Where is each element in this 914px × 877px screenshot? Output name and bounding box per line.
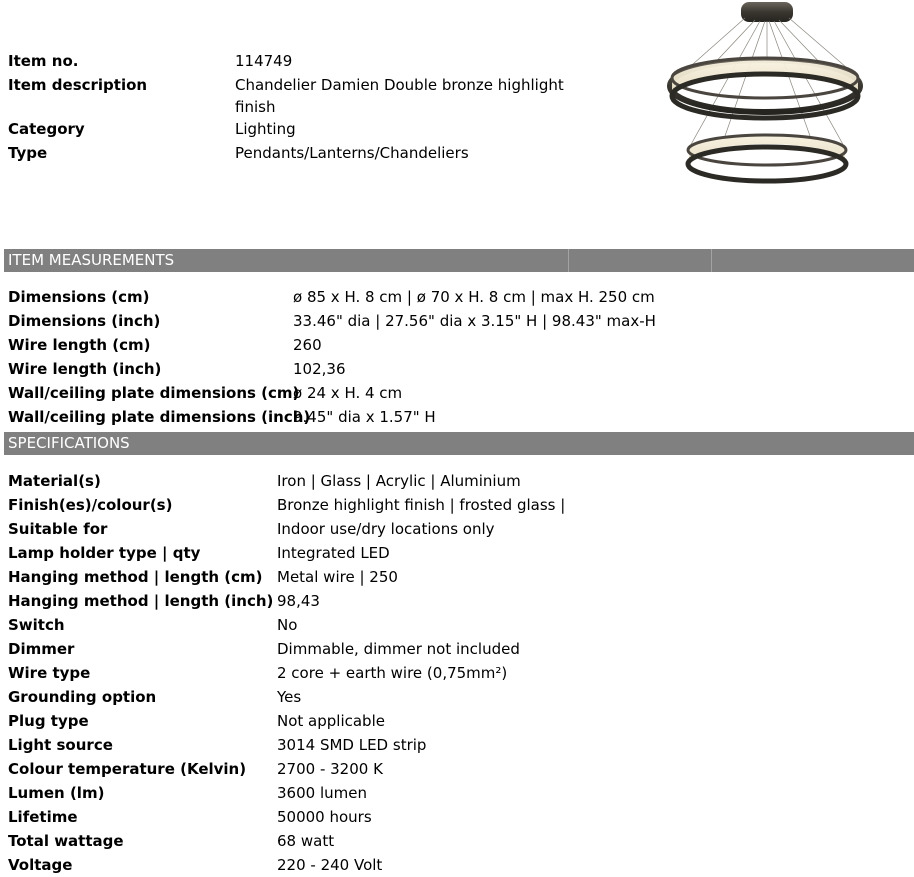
spec-label: Grounding option [8,688,157,706]
type-label: Type [8,144,48,162]
spec-label: Dimmer [8,640,75,658]
type-value: Pendants/Lanterns/Chandeliers [235,144,469,162]
item-measurements-header [4,249,914,272]
product-image [665,0,870,185]
measurement-value: 260 [293,336,322,354]
spec-label: Total wattage [8,832,124,850]
spec-label: Light source [8,736,113,754]
spec-value: Metal wire | 250 [277,568,398,586]
header-cell-divider [568,249,569,272]
item-description-label: Item description [8,76,148,94]
measurement-label: Wire length (inch) [8,360,162,378]
spec-label: Material(s) [8,472,101,490]
spec-label: Finish(es)/colour(s) [8,496,173,514]
spec-value: Yes [277,688,302,706]
measurement-value: ø 85 x H. 8 cm | ø 70 x H. 8 cm | max H. 250 cm [293,288,655,306]
spec-label: Suitable for [8,520,108,538]
spec-label: Lumen (lm) [8,784,105,802]
measurement-label: Wire length (cm) [8,336,151,354]
spec-value: Integrated LED [277,544,390,562]
item-description-value: Chandelier Damien Double bronze highlight finish [235,76,564,116]
category-label: Category [8,120,85,138]
spec-value: Indoor use/dry locations only [277,520,495,538]
item-no-label: Item no. [8,52,79,70]
item-measurements-title: ITEM MEASUREMENTS [8,251,175,269]
spec-value: Dimmable, dimmer not included [277,640,520,658]
spec-label: Colour temperature (Kelvin) [8,760,247,778]
ceiling-canopy-shape [741,2,793,22]
spec-value: 68 watt [277,832,335,850]
spec-label: Plug type [8,712,89,730]
spec-value: 98,43 [277,592,320,610]
lower-ring-shape [688,134,846,181]
spec-label: Wire type [8,664,91,682]
measurement-value: ø 24 x H. 4 cm [293,384,403,402]
specifications-title: SPECIFICATIONS [8,434,130,452]
measurement-label: Wall/ceiling plate dimensions (inch) [8,408,311,426]
spec-value: Bronze highlight finish | frosted glass | [277,496,566,514]
upper-ring-shape [670,58,860,118]
measurement-label: Dimensions (inch) [8,312,161,330]
header-cell-divider [711,249,712,272]
spec-value: 220 - 240 Volt [277,856,383,874]
category-value: Lighting [235,120,296,138]
measurement-value: 33.46" dia | 27.56" dia x 3.15" H | 98.43" max-H [293,312,656,330]
measurement-value: 9.45" dia x 1.57" H [293,408,436,426]
spec-value: 3600 lumen [277,784,367,802]
specifications-header [4,432,914,455]
spec-value: 3014 SMD LED strip [277,736,427,754]
measurement-label: Dimensions (cm) [8,288,150,306]
spec-label: Voltage [8,856,73,874]
measurement-value: 102,36 [293,360,346,378]
spec-label: Lamp holder type | qty [8,544,201,562]
spec-label: Lifetime [8,808,78,826]
item-no-value: 114749 [235,52,293,70]
spec-value: Not applicable [277,712,385,730]
spec-value: 50000 hours [277,808,372,826]
spec-label: Hanging method | length (cm) [8,568,263,586]
spec-label: Switch [8,616,65,634]
spec-value: No [277,616,298,634]
spec-value: Iron | Glass | Acrylic | Aluminium [277,472,521,490]
spec-label: Hanging method | length (inch) [8,592,274,610]
spec-value: 2700 - 3200 K [277,760,383,778]
measurement-label: Wall/ceiling plate dimensions (cm) [8,384,300,402]
spec-value: 2 core + earth wire (0,75mm²) [277,664,508,682]
